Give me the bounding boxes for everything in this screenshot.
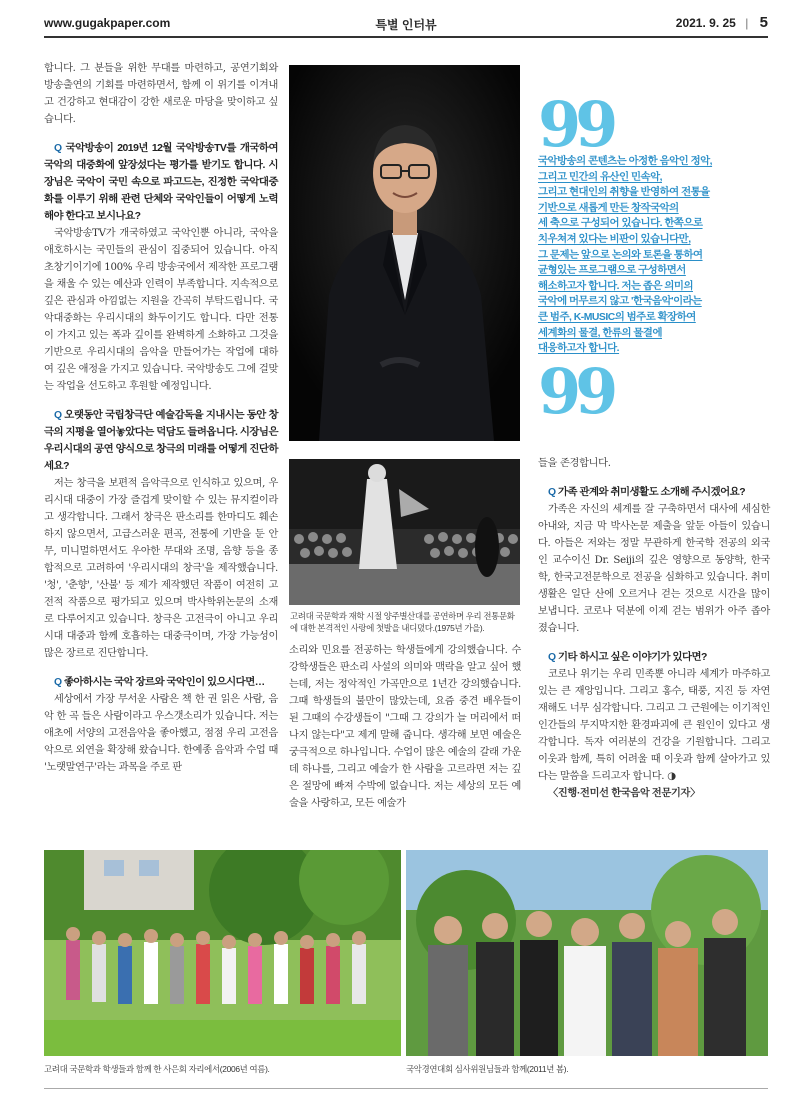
right-column xyxy=(538,455,770,802)
judges-photo xyxy=(406,850,768,1056)
farewell-party-caption: 고려대 국문학과 학생들과 함께 한 사은회 자리에서(2006년 여름). xyxy=(44,1064,270,1074)
q-marker: Q xyxy=(54,410,62,421)
close-quote-mark: 99 xyxy=(538,354,613,428)
question-2: Q 오랫동안 국립창극단 예술감독을 지내시는 동안 창극의 지평을 열어놓았다는 덕담도 들려옵니다. 시장님은 우리시대의 공연 양식으로 창극의 미래를 어떻게 진단하세요? xyxy=(44,410,278,472)
site-url[interactable]: www.gugakpaper.com xyxy=(44,16,171,30)
middle-text: 소리와 민요를 전공하는 학생들에게 강의했습니다. 수강학생들은 판소리 사설의 의미와 맥락을 알고 싶어 했는데, 저는 정악적인 가곡만으로 1년간 강의했습니다. 그때 학생들의 불만이 많았는데, 요즘 중견 배우들이 된 그때의 수강생들이 "그때 그 강의가 늘 머리에서 떠나지 않는다"고 제게 말해 줍니다. 생각해 보면 예술은 궁극적으로 하나입니다. 수업이 많은 예술의 갈래 가운데 하나를, 그리고 예술가 한 사람을 고르라면 저는 깊은 절망에 빠져 수박에 없습니다. 저는 세상의 모든 예술을 사랑하고, 모든 예술가 xyxy=(289,645,521,809)
page-number: 5 xyxy=(759,14,768,31)
end-mark: ◑ xyxy=(667,771,676,782)
question-4: Q 가족 관계와 취미생활도 소개해 주시겠어요? xyxy=(548,487,746,498)
answer-4: 가족은 자신의 세계를 잘 구축하면서 대사에 세심한 아내와, 지금 막 박사논문 제출을 앞둔 아들이 있습니다. 아들은 저와는 정말 무관하게 한국학 전공의 외국인 교수이신 Dr. Seiji의 깊은 영향으로 동양학, 한국학, 한국고전문학으로 전공을 심화하고 있습니다. 취미생활은 일단 산에 오르거나 걷는 것으로 시간을 많이 보냅니다. 코로나 덕분에 이제 걷는 범위가 아주 좁아졌습니다. xyxy=(538,504,770,634)
answer-2: 저는 창극을 보편적 음악극으로 인식하고 있으며, 우리시대 대중이 가장 즐겁게 맞이할 수 있는 뮤지컬이라고 생각합니다. 그래서 창극은 판소리를 한마디도 훼손하지 않으면서, 고급스러운 편곡, 전통에 기반을 둔 안무, 미니멀하면서도 우아한 무대와 조명, 음향 등을 종합적으로 고려하여 '우리시대의 창극'을 제작했습니다. '청', '춘향', '산불' 등 제가 제작했던 작품이 여전히 고전적 작품으로 평가되고 있으며 박사학위논문의 소재로 다루어지고 있습니다. 창극은 고전극이 아니고 우리시대 대중과 함께 호흡하는 대중극이며, 가장 가능성이 많은 장르로 진단합니다. xyxy=(44,478,278,659)
performance-illustration xyxy=(289,459,520,605)
open-quote-mark: 99 xyxy=(538,88,613,161)
question-3: Q 좋아하시는 국악 장르와 국악인이 있으시다면… xyxy=(54,677,265,688)
portrait-photo xyxy=(289,65,520,441)
separator: | xyxy=(745,16,749,30)
middle-column xyxy=(289,642,521,812)
pull-quote xyxy=(538,88,774,428)
date-text: 2021. 9. 25 xyxy=(675,16,736,30)
group-photo-illustration xyxy=(44,850,401,1056)
answer-1: 국악방송TV가 개국하였고 국악인뿐 아니라, 국악을 애호하시는 국민들의 관심이 집중되어 있습니다. 아직 초창기이기에 100% 우리 방송국에서 제작한 프로그램을 채울 수 있는 예산과 인력이 부족합니다. 지속적으로 깊은 관심과 아낌없는 지원을 간곡히 부탁드립니다. 국악대중화는 우리시대의 화두이기도 합니다. 다만 전통이 가지고 있는 폭과 깊이를 완벽하게 소화하고 그것을 기반으로 우리시대의 음악을 만들어가는 작업에 대하여 깊은 애정을 가지고 있습니다. 국악방송도 그에 걸맞는 작업을 선도하고 후원할 예정입니다. xyxy=(44,228,278,392)
portrait-illustration xyxy=(289,65,520,441)
pull-quote-text: 국악방송의 콘텐츠는 아정한 음악인 정악, 그리고 민간의 유산인 민속악, 그리고 현대인의 취향을 반영하여 전통을 기반으로 새롭게 만든 창작국악의 세 축으로 구성되어 있습니다. 한쪽으로 치우쳐져 있다는 비판이 있습니다만, 그 문제는 앞으로 논의와 토론을 통하여 균형있는 프로그램으로 구성하면서 해소하고자 합니다. 저는 좁은 의미의 국악에 머무르지 않고 '한국음악'이라는 큰 범주, K-MUSIC의 범주로 확장하여 세계화의 물결, 한류의 물결에 대응하고자 합니다. xyxy=(538,156,713,355)
q-marker: Q xyxy=(54,143,62,154)
answer-5: 코로나 위기는 우리 민족뿐 아니라 세계가 마주하고 있는 큰 재앙입니다. 그리고 홍수, 태풍, 지진 등 자연재해도 너무 심각합니다. 그리고 그 근원에는 이기적인 인간들의 무지막지한 환경파괴에 큰 원인이 있다고 생각합니다. 독자 여러분의 건강을 기원합니다. 그리고 이웃과 함께, 특히 어려울 때 이웃과 함께 살아가고 있다는 말씀을 드리고자 합니다. ◑ xyxy=(538,669,770,782)
left-intro: 합니다. 그 분들을 위한 무대를 마련하고, 공연기회와 방송출연의 기회를 마련하면서, 함께 이 위기를 이겨내고 건강하고 현대감이 강한 새로운 마당을 맞이하고 싶습니다. xyxy=(44,63,278,125)
issue-date xyxy=(676,14,768,31)
performance-photo-caption: 고려대 국문학과 재학 시절 양주별산대를 공연하며 우리 전통문화에 대한 본격적인 사랑에 첫발을 내디뎠다.(1975년 가을). xyxy=(290,611,515,633)
q-marker: Q xyxy=(54,677,62,688)
judges-caption: 국악경연대회 심사위원님들과 함께(2011년 봄). xyxy=(406,1064,569,1074)
section-title: 특별 인터뷰 xyxy=(375,18,437,32)
q-marker: Q xyxy=(548,652,556,663)
judges-photo-illustration xyxy=(406,850,768,1056)
answer-3: 세상에서 가장 무서운 사람은 책 한 권 읽은 사람, 음악 한 곡 들은 사람이라고 우스갯소리가 있습니다. 저는 애초에 서양의 고전음악을 좋아했고, 점점 우리 고전음악으로 외연을 확장해 왔습니다. 한예종 음악과 수업 때 '노랫말연구'라는 과목을 주로 판 xyxy=(44,694,278,773)
farewell-party-photo xyxy=(44,850,401,1056)
question-5: Q 기타 하시고 싶은 이야기가 있다면? xyxy=(548,652,707,663)
bottom-rule xyxy=(44,1088,768,1089)
page-header xyxy=(44,12,768,38)
header-rule xyxy=(44,36,768,38)
byline: 〈진행·전미선 한국음악 전문기자〉 xyxy=(548,788,700,799)
left-column xyxy=(44,60,278,776)
question-1: Q 국악방송이 2019년 12월 국악방송TV를 개국하여 국악의 대중화에 앞장섰다는 평가를 받기도 합니다. 시장님은 국악이 국민 속으로 파고드는, 진정한 국악대중화를 이루기 위해 관련 단체와 국악인들이 어떻게 노력해야 한다고 보시나요? xyxy=(44,143,279,222)
right-intro: 들을 존경합니다. xyxy=(538,458,611,469)
q-marker: Q xyxy=(548,487,556,498)
performance-photo xyxy=(289,459,520,605)
